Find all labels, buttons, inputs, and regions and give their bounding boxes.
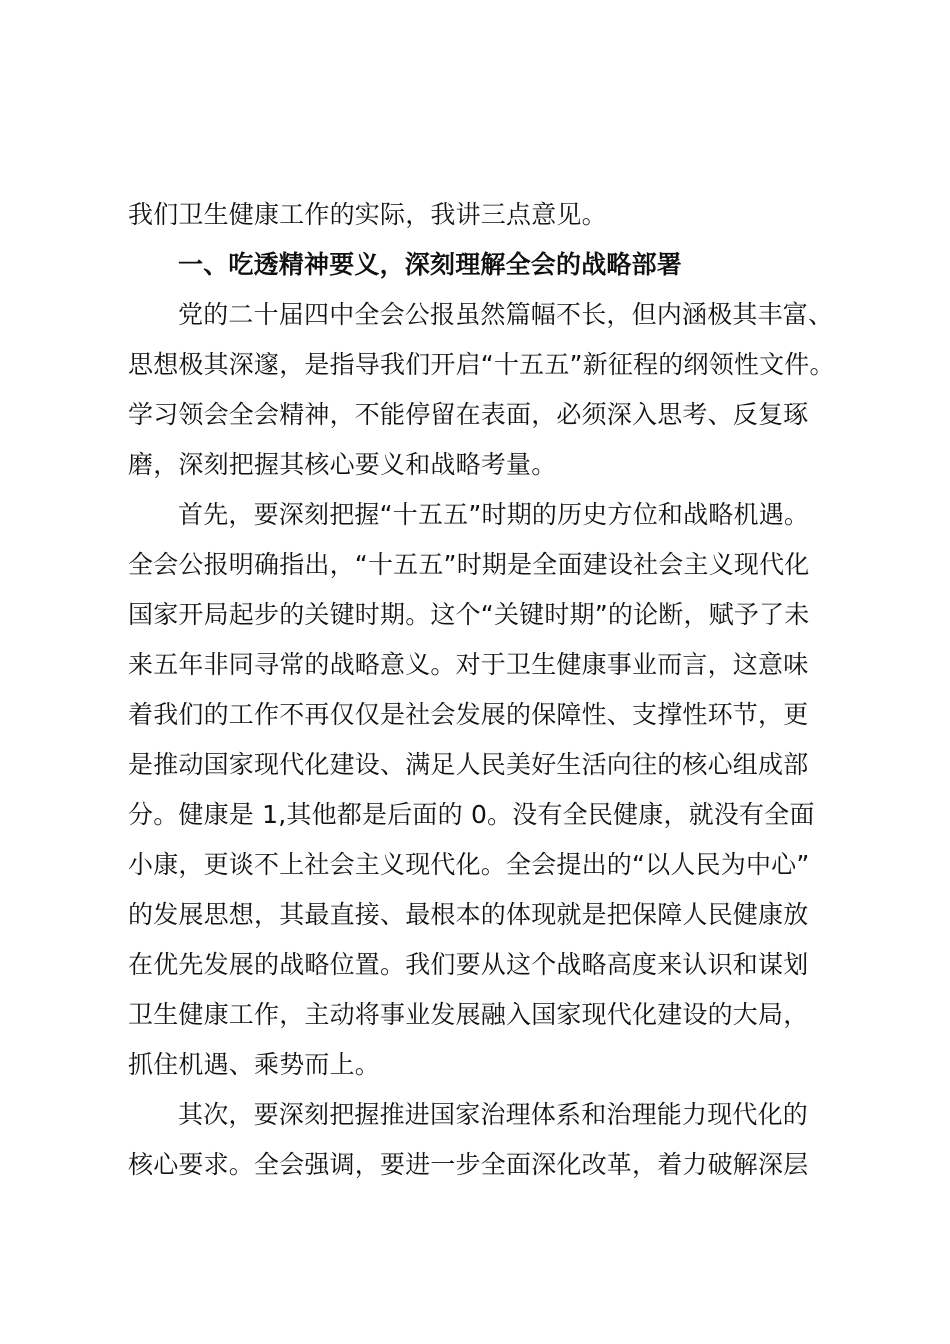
text-line: 全会公报明确指出，“十五五”时期是全面建设社会主义现代化 [128, 550, 810, 579]
text-line: 卫生健康工作，主动将事业发展融入国家现代化建设的大局， [128, 1000, 809, 1029]
text-line: 来五年非同寻常的战略意义。对于卫生健康事业而言，这意味 [128, 650, 809, 679]
text-line: 学习领会全会精神，不能停留在表面，必须深入思考、反复琢 [128, 400, 809, 429]
text-line: 的发展思想，其最直接、最根本的体现就是把保障人民健康放 [128, 900, 809, 929]
text-line: 是推动国家现代化建设、满足人民美好生活向往的核心组成部 [128, 750, 809, 779]
text-line: 其次，要深刻把握推进国家治理体系和治理能力现代化的 [178, 1100, 809, 1129]
text-line: 核心要求。全会强调，要进一步全面深化改革，着力破解深层 [128, 1150, 809, 1179]
text-line: 磨，深刻把握其核心要义和战略考量。 [128, 450, 557, 479]
section-heading: 一、吃透精神要义，深刻理解全会的战略部署 [178, 250, 683, 279]
text-line: 首先，要深刻把握“十五五”时期的历史方位和战略机遇。 [178, 500, 810, 529]
text-line: 思想极其深邃，是指导我们开启“十五五”新征程的纲领性文件。 [128, 350, 835, 379]
text-line: 分。健康是 1,其他都是后面的 0。没有全民健康，就没有全面 [128, 800, 815, 829]
text-line: 国家开局起步的关键时期。这个“关键时期”的论断，赋予了未 [128, 600, 810, 629]
document-body [128, 190, 843, 1190]
text-line: 抓住机遇、乘势而上。 [128, 1050, 381, 1079]
text-line: 我们卫生健康工作的实际，我讲三点意见。 [128, 200, 607, 229]
text-line: 小康，更谈不上社会主义现代化。全会提出的“以人民为中心” [128, 850, 810, 879]
text-line: 党的二十届四中全会公报虽然篇幅不长，但内涵极其丰富、 [178, 300, 834, 329]
text-line: 着我们的工作不再仅仅是社会发展的保障性、支撑性环节，更 [128, 700, 809, 729]
text-line: 在优先发展的战略位置。我们要从这个战略高度来认识和谋划 [128, 950, 809, 979]
